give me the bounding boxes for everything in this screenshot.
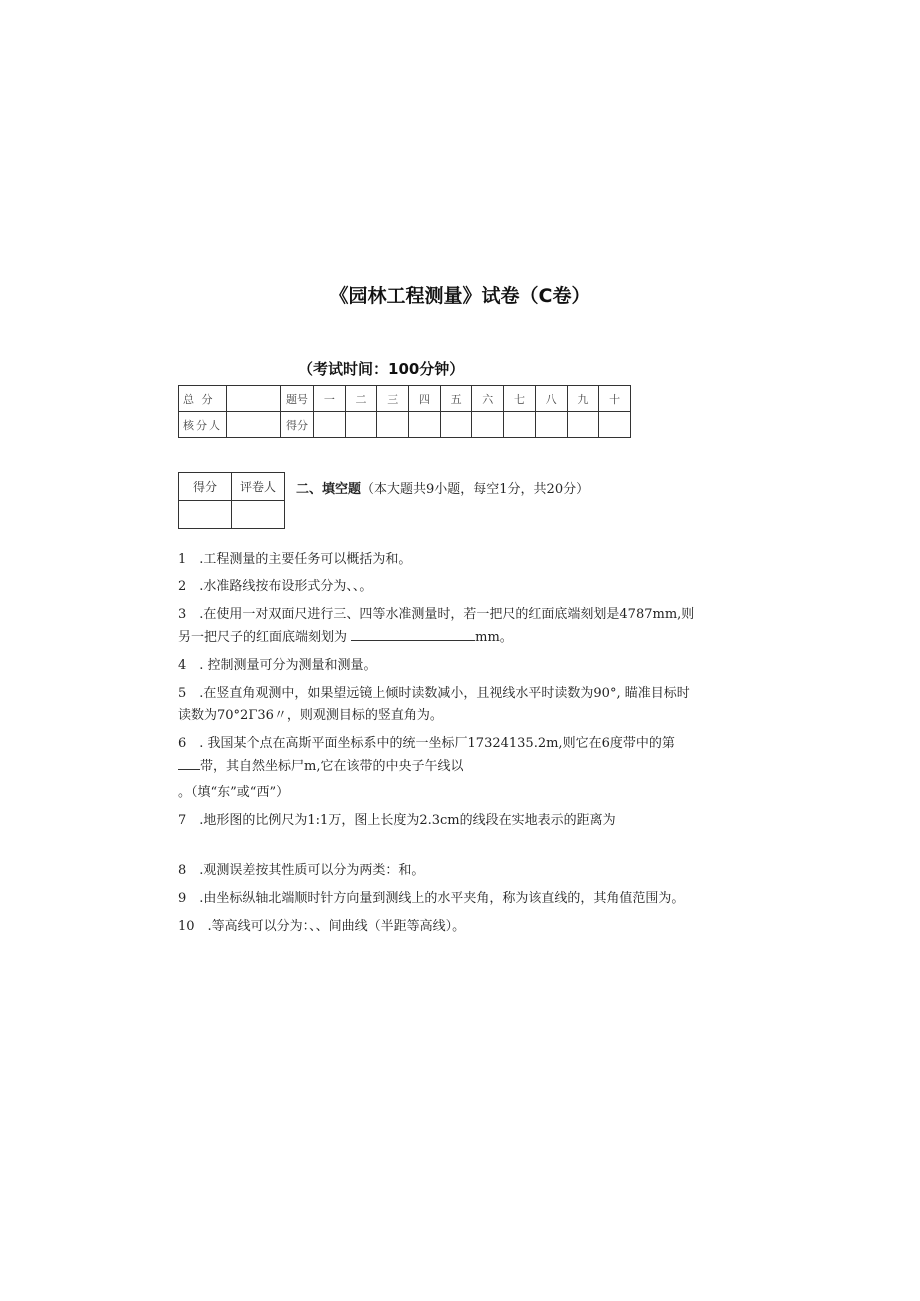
question-number-4: 四 <box>409 386 441 412</box>
question-number-1: 一 <box>314 386 346 412</box>
grader-name-cell <box>232 501 285 529</box>
question-5-line-2: 读数为70°2Γ36〃，则观测目标的竖直角为。 <box>178 708 443 723</box>
section-note: （本大题共9小题，每空1分，共20分） <box>361 482 590 497</box>
checker-cell <box>227 412 281 438</box>
checker-label: 核分人 <box>179 412 227 438</box>
score-cell <box>599 412 631 438</box>
section-title: 二、填空题 <box>296 482 362 497</box>
question-3-line-2 <box>178 628 513 648</box>
grader-table-header <box>179 473 285 501</box>
question-9: 9 .由坐标纵轴北端顺时针方向量到测线上的水平夹角，称为该直线的，其角值范围为。 <box>178 891 685 906</box>
question-5-line-1: 5 .在竖直角观测中，如果望远镜上倾时读数减小，且视线水平时读数为90°, 瞄准目标时 <box>178 686 690 701</box>
grader-table-values <box>179 501 285 529</box>
score-cell <box>345 412 377 438</box>
total-score-cell <box>227 386 281 412</box>
grader-score-label: 得分 <box>179 473 232 501</box>
question-2: 2 .水准路线按布设形式分为、、。 <box>178 579 373 594</box>
question-number-2: 二 <box>345 386 377 412</box>
question-6-text: 带，其自然坐标尸m,它在该带的中央子午线以 <box>200 759 464 774</box>
score-cell <box>409 412 441 438</box>
question-number-5: 五 <box>440 386 472 412</box>
score-cell <box>535 412 567 438</box>
score-label: 得分 <box>281 412 314 438</box>
question-3-unit: mm。 <box>475 630 513 645</box>
question-number-9: 九 <box>567 386 599 412</box>
question-7: 7 .地形图的比例尺为1:1万，图上长度为2.3cm的线段在实地表示的距离为 <box>178 813 616 828</box>
question-6-line-1: 6 . 我国某个点在高斯平面坐标系中的统一坐标厂17324135.2m,则它在6度带中的第 <box>178 736 675 751</box>
grader-table <box>178 472 285 529</box>
question-6-line-2 <box>178 757 463 777</box>
score-table-row-scores <box>179 412 631 438</box>
score-cell <box>377 412 409 438</box>
score-table-row-header <box>179 386 631 412</box>
question-number-7: 七 <box>504 386 536 412</box>
score-cell <box>504 412 536 438</box>
question-4: 4 . 控制测量可分为测量和测量。 <box>178 658 377 673</box>
question-number-label: 题号 <box>281 386 314 412</box>
score-cell <box>567 412 599 438</box>
grader-score-cell <box>179 501 232 529</box>
question-3-text: 另一把尺子的红面底端刻划为 <box>178 630 348 645</box>
question-3-line-1: 3 .在使用一对双面尺进行三、四等水准测量时，若一把尺的红面底端刻划是4787mm,则 <box>178 607 695 622</box>
score-cell <box>314 412 346 438</box>
section-heading <box>296 478 589 497</box>
question-1: 1 .工程测量的主要任务可以概括为和。 <box>178 552 412 567</box>
exam-time: （考试时间：100分钟） <box>298 360 465 378</box>
question-number-6: 六 <box>472 386 504 412</box>
question-number-8: 八 <box>535 386 567 412</box>
answer-blank[interactable] <box>351 628 475 641</box>
score-table <box>178 385 631 438</box>
question-10: 10 .等高线可以分为：、、间曲线（半距等高线）。 <box>178 919 466 934</box>
question-number-3: 三 <box>377 386 409 412</box>
score-cell <box>472 412 504 438</box>
answer-blank[interactable] <box>178 757 200 770</box>
question-number-10: 十 <box>599 386 631 412</box>
grader-name-label: 评卷人 <box>232 473 285 501</box>
score-cell <box>440 412 472 438</box>
question-6-line-3: 。（填“东”或“西”） <box>178 785 290 800</box>
exam-title: 《园林工程测量》试卷（C卷） <box>329 285 591 307</box>
question-8: 8 .观测误差按其性质可以分为两类：和。 <box>178 863 425 878</box>
total-score-label: 总 分 <box>179 386 227 412</box>
